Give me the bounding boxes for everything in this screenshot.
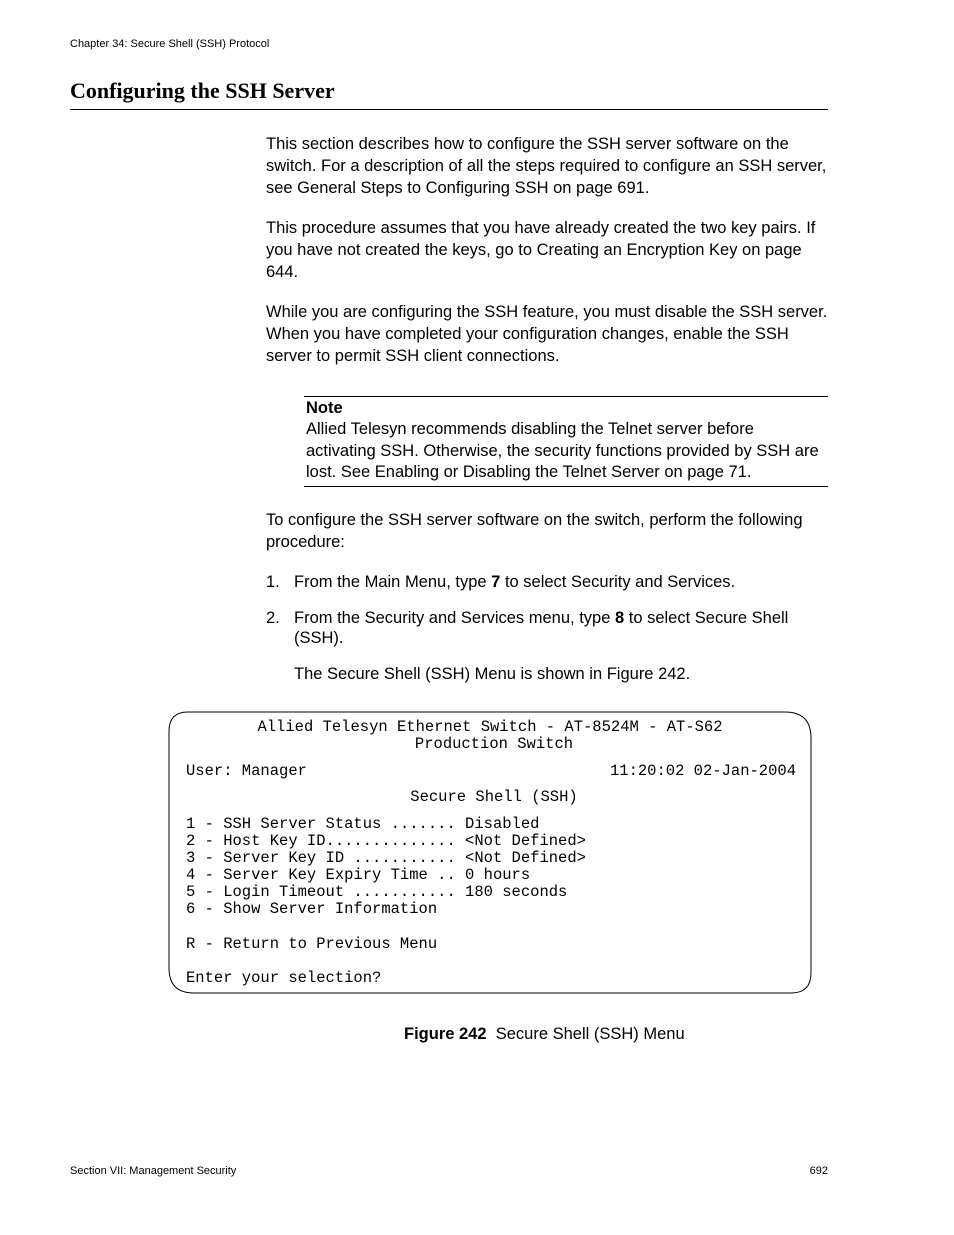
menu-option: 2 - Host Key ID.............. <Not Defined> [186,832,586,850]
terminal-banner-line2: Production Switch [414,735,574,753]
step-number: 1. [266,573,280,591]
intro-paragraph: This section describes how to configure the SSH server software on the switch. For a description of all the steps required to configure an SSH server, see General Steps to Configuring SSH on page 691. [266,135,827,197]
prerequisite-paragraph: This procedure assumes that you have already created the two key pairs. If you have not created the keys, go to Creating an Encryption Key on page 644. [266,219,816,281]
figure-label: Figure 242 [404,1025,487,1043]
terminal-menu-title: Secure Shell (SSH) [410,788,578,806]
figure-caption-text: Secure Shell (SSH) Menu [495,1025,685,1043]
step-text: From the Security and Services menu, type 8 to select Secure Shell (SSH). [294,609,789,647]
figure-reference: The Secure Shell (SSH) Menu is shown in Figure 242. [294,665,691,683]
step-number: 2. [266,609,280,627]
step-text: From the Main Menu, type 7 to select Security and Services. [294,573,736,591]
terminal-prompt: Enter your selection? [186,969,382,987]
figure-caption [404,1024,685,1044]
menu-option-return: R - Return to Previous Menu [186,935,438,953]
procedure-intro: To configure the SSH server software on the switch, perform the following procedure: [266,511,803,551]
step-key: 7 [491,573,501,591]
footer-section: Section VII: Management Security [70,1165,237,1177]
terminal-banner-line1: Allied Telesyn Ethernet Switch - AT-8524M - AT-S62 [257,718,723,736]
page-number: 692 [809,1165,828,1177]
menu-option: 1 - SSH Server Status ....... Disabled [186,815,540,833]
menu-option: 3 - Server Key ID ........... <Not Defined> [186,849,586,867]
menu-option: 6 - Show Server Information [186,900,438,918]
menu-option: 5 - Login Timeout ........... 180 seconds [186,883,568,901]
section-title: Configuring the SSH Server [70,78,335,103]
disable-server-paragraph: While you are configuring the SSH feature, you must disable the SSH server. When you have completed your configuration changes, enable the SSH server to permit SSH client connections. [266,303,828,365]
menu-option: 4 - Server Key Expiry Time .. 0 hours [186,866,531,884]
terminal-screen [168,711,812,994]
title-underline [70,109,828,110]
note-body: Allied Telesyn recommends disabling the Telnet server before activating SSH. Otherwise, the security functions provided by SSH are lost. See Enabling or Disabling the Telnet Server on page 71. [306,420,819,481]
running-header: Chapter 34: Secure Shell (SSH) Protocol [70,38,270,50]
step-key: 8 [614,609,625,627]
terminal-user: User: Manager [186,762,307,780]
terminal-timestamp: 11:20:02 02-Jan-2004 [609,762,796,780]
note-title: Note [306,399,343,417]
